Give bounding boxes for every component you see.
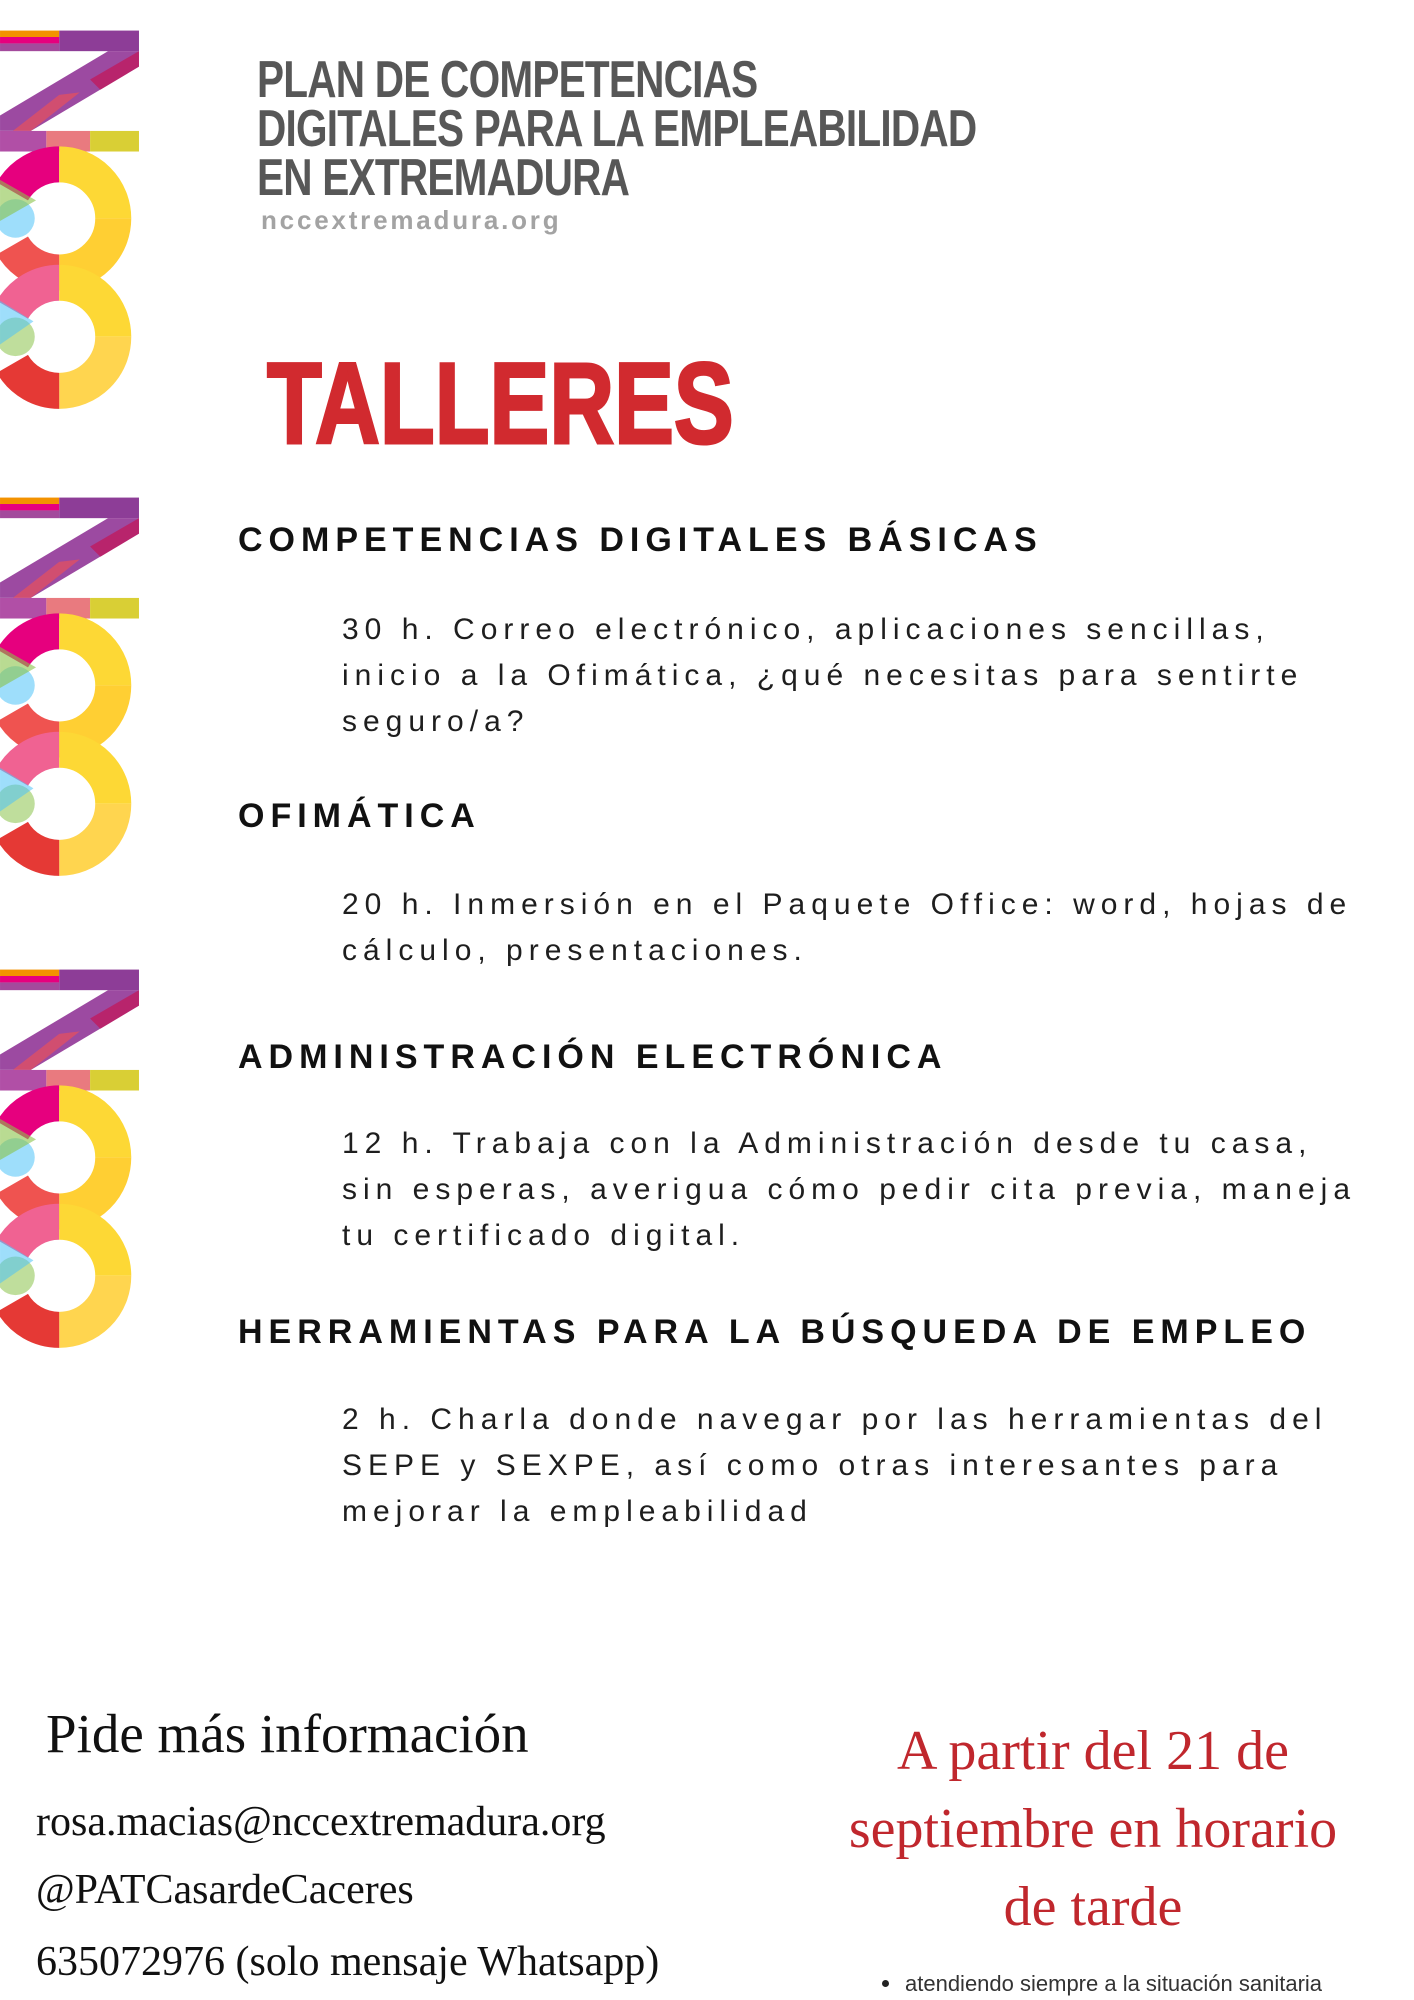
schedule-note-item bbox=[876, 1971, 1322, 1997]
workshop-description bbox=[342, 607, 1303, 745]
schedule-line: septiembre en horario bbox=[848, 1798, 1338, 1860]
workshop-description-line: 30 h. Correo electrónico, aplicaciones sencillas, bbox=[342, 613, 1270, 646]
workshop-description-line: sin esperas, averigua cómo pedir cita previa, maneja bbox=[342, 1173, 1357, 1206]
schedule-line: de tarde bbox=[1003, 1876, 1183, 1938]
contact-phone: 635072976 (solo mensaje Whatsapp) bbox=[36, 1939, 660, 1985]
workshop-description-line: mejorar la empleabilidad bbox=[342, 1495, 813, 1528]
ncc-logo-icon bbox=[0, 495, 139, 881]
workshop-description-line: seguro/a? bbox=[342, 705, 530, 738]
schedule-line: A partir del 21 de bbox=[897, 1720, 1289, 1782]
contact-heading: Pide más información bbox=[46, 1703, 529, 1764]
workshop-description bbox=[342, 1397, 1327, 1535]
program-title-line: DIGITALES PARA LA EMPLEABILIDAD bbox=[257, 100, 977, 158]
bullet-icon bbox=[882, 1980, 889, 1987]
workshop-description-line: 2 h. Charla donde navegar por las herramientas del bbox=[342, 1403, 1328, 1436]
workshop-title: COMPETENCIAS DIGITALES BÁSICAS bbox=[238, 521, 1043, 559]
workshop-description-line: SEPE y SEXPE, así como otras interesantes para bbox=[342, 1449, 1284, 1482]
schedule-text bbox=[793, 1712, 1393, 1946]
workshop-description-line: cálculo, presentaciones. bbox=[342, 934, 808, 967]
ncc-logo-icon bbox=[0, 967, 139, 1353]
program-title bbox=[257, 51, 977, 207]
contact-social-handle: @PATCasardeCaceres bbox=[36, 1867, 414, 1913]
program-title-line: EN EXTREMADURA bbox=[257, 149, 630, 207]
workshop-title: OFIMÁTICA bbox=[238, 797, 481, 835]
workshop-title: HERRAMIENTAS PARA LA BÚSQUEDA DE EMPLEO bbox=[238, 1313, 1312, 1351]
workshop-title: ADMINISTRACIÓN ELECTRÓNICA bbox=[238, 1038, 948, 1076]
ncc-logo-icon bbox=[0, 28, 139, 414]
workshop-description-line: 12 h. Trabaja con la Administración desde tu casa, bbox=[342, 1127, 1313, 1160]
workshop-description bbox=[342, 1121, 1356, 1259]
contact-email: rosa.macias@nccextremadura.org bbox=[36, 1799, 606, 1845]
schedule-note: atendiendo siempre a la situación sanitaria bbox=[905, 1971, 1323, 1996]
workshop-description-line: tu certificado digital. bbox=[342, 1219, 746, 1252]
workshop-description-line: inicio a la Ofimática, ¿qué necesitas para sentirte bbox=[342, 659, 1304, 692]
workshop-description-line: 20 h. Inmersión en el Paquete Office: word, hojas de bbox=[342, 888, 1353, 921]
workshop-description bbox=[342, 882, 1352, 974]
program-title-line: PLAN DE COMPETENCIAS bbox=[257, 51, 758, 109]
main-title: TALLERES bbox=[267, 340, 734, 468]
website-url: nccextremadura.org bbox=[261, 205, 562, 235]
